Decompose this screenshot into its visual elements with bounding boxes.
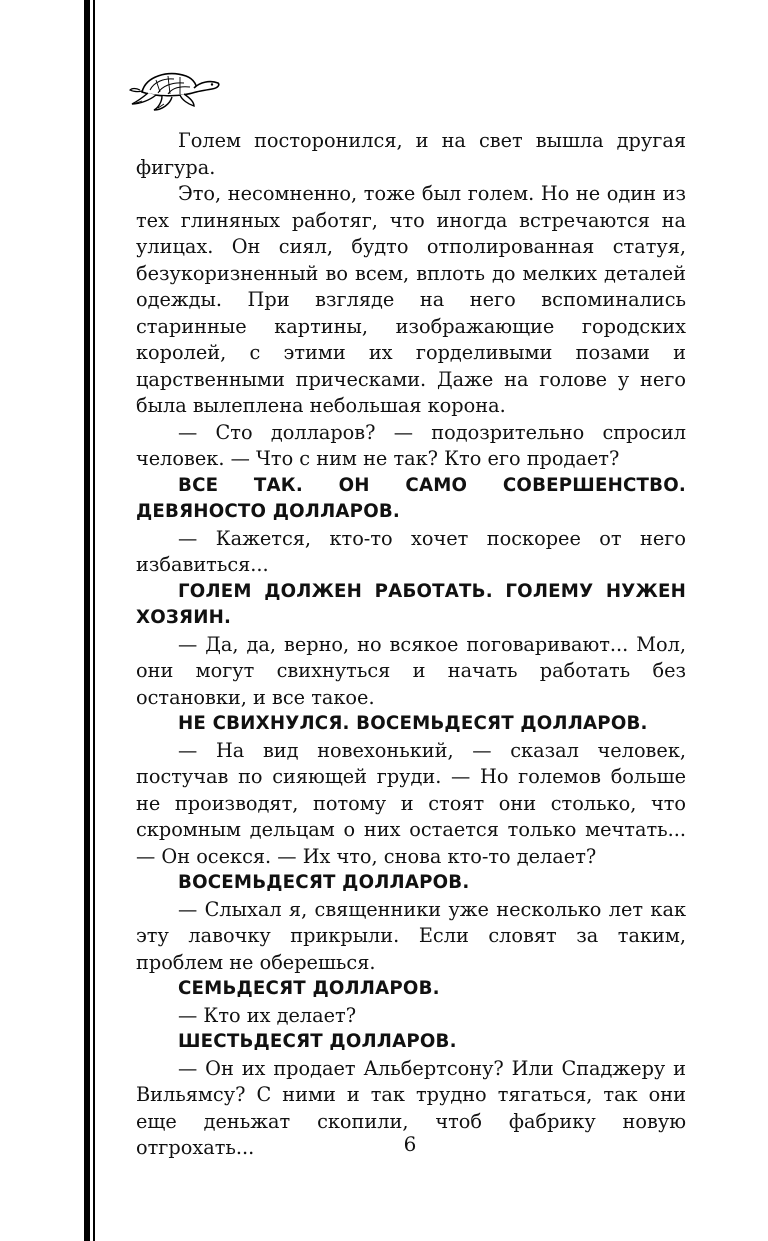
paragraph: — Кажется, кто-то хочет поскорее от него избавиться...	[136, 526, 686, 576]
paragraph: — Он их продает Альбертсону? Или Спаджеру и Вильямсу? С ними и так трудно тягаться, так они еще деньжат скопили, чтоб фабрику новую отгрохать...	[136, 1056, 686, 1159]
golem-speech-paragraph: ВОСЕМЬДЕСЯТ ДОЛЛАРОВ.	[178, 872, 470, 893]
paragraph: — Кто их делает?	[178, 1003, 357, 1027]
golem-speech-paragraph: ВСЕ ТАК. ОН САМО СОВЕРШЕНСТВО. ДЕВЯНОСТО ДОЛЛАРОВ.	[136, 474, 686, 522]
page-border-thin	[93, 0, 95, 1241]
paragraph: — Сто долларов? — подозрительно спросил человек. — Что с ним не так? Кто его продает?	[136, 420, 686, 470]
paragraph: — Да, да, верно, но всякое поговаривают... Мол, они могут свихнуться и начать работать без остановки, и все такое.	[136, 632, 686, 709]
paragraph: — Слыхал я, священники уже несколько лет как эту лавочку прикрыли. Если словят за таким, проблем не оберешься.	[136, 897, 686, 974]
golem-speech-paragraph: ГОЛЕМ ДОЛЖЕН РАБОТАТЬ. ГОЛЕМУ НУЖЕН ХОЗЯИН.	[136, 580, 686, 628]
golem-speech-paragraph: НЕ СВИХНУЛСЯ. ВОСЕМЬДЕСЯТ ДОЛЛАРОВ.	[178, 713, 648, 734]
page-border-thick	[84, 0, 90, 1241]
paragraph: Голем посторонился, и на свет вышла другая фигура.	[136, 129, 686, 179]
golem-speech-paragraph: СЕМЬДЕСЯТ ДОЛЛАРОВ.	[178, 978, 440, 999]
page-number: 6	[403, 1132, 417, 1156]
golem-speech-paragraph: ШЕСТЬДЕСЯТ ДОЛЛАРОВ.	[178, 1031, 457, 1052]
story-text	[136, 128, 686, 1162]
turtle-icon	[128, 60, 224, 112]
paragraph: — На вид новехонький, — сказал человек, постучав по сияющей груди. — Но големов больше не производят, потому и стоят они столько, что скромным дельцам о них остается только мечтать... — Он осекся. — Их что, снова кто-то делает?	[136, 738, 686, 868]
paragraph: Это, несомненно, тоже был голем. Но не один из тех глиняных работяг, что иногда встречаются на улицах. Он сиял, будто отполированная статуя, безукоризненный во всем, вплоть до мелких деталей одежды. При взгляде на него вспоминались старинные картины, изображающие городских королей, с этими их горделивыми позами и царственными прическами. Даже на голове у него была вылеплена небольшая корона.	[136, 182, 686, 417]
